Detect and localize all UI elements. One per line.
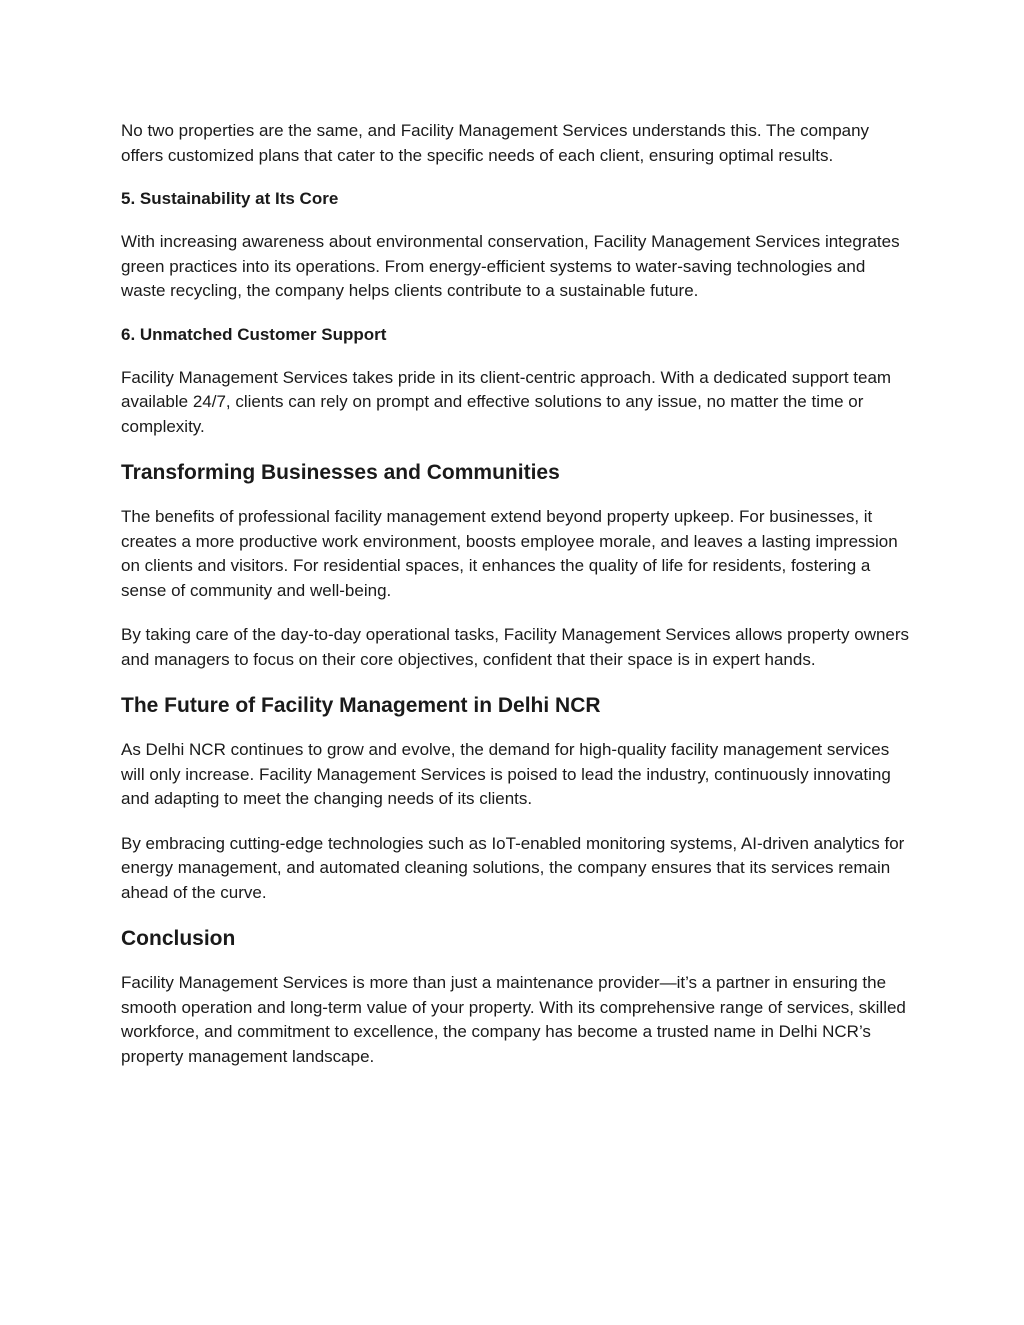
transforming-paragraph-1: The benefits of professional facility management extend beyond property upkeep. For businesses, it creates a more productive work environment, boosts employee morale, and leaves a lasting impression on clients and visitors. For residential spaces, it enhances the quality of life for residents, fostering a sense of community and well-being. (121, 507, 898, 600)
conclusion-heading: Conclusion (121, 927, 236, 950)
sustainability-paragraph: With increasing awareness about environmental conservation, Facility Management Services integrates green practices into its operations. From energy-efficient systems to water-saving technologies and waste recycling, the company helps clients contribute to a sustainable future. (121, 232, 900, 300)
conclusion-paragraph: Facility Management Services is more than just a maintenance provider—it’s a partner in ensuring the smooth operation and long-term value of your property. With its comprehensive range of services, skilled workforce, and commitment to excellence, the company has become a trusted name in Delhi NCR’s property management landscape. (121, 973, 906, 1066)
future-paragraph-2: By embracing cutting-edge technologies such as IoT-enabled monitoring systems, AI-driven analytics for energy management, and automated cleaning solutions, the company ensures that its services remain ahead of the curve. (121, 833, 905, 902)
future-heading: The Future of Facility Management in Delhi NCR (121, 694, 601, 717)
document-page (121, 119, 911, 1089)
support-heading: 6. Unmatched Customer Support (121, 324, 387, 344)
transforming-paragraph-2: By taking care of the day-to-day operational tasks, Facility Management Services allows property owners and managers to focus on their core objectives, confident that their space is in expert hands. (121, 625, 910, 669)
support-paragraph: Facility Management Services takes pride in its client-centric approach. With a dedicated support team available 24/7, clients can rely on prompt and effective solutions to any issue, no matter the time or complexity. (121, 367, 892, 436)
sustainability-heading: 5. Sustainability at Its Core (121, 189, 339, 208)
intro-paragraph: No two properties are the same, and Facility Management Services understands this. The company offers customized plans that cater to the specific needs of each client, ensuring optimal results. (121, 121, 870, 165)
future-paragraph-1: As Delhi NCR continues to grow and evolve, the demand for high-quality facility management services will only increase. Facility Management Services is poised to lead the industry, continuously innovating and adapting to meet the changing needs of its clients. (121, 740, 891, 808)
transforming-heading: Transforming Businesses and Communities (121, 461, 560, 484)
